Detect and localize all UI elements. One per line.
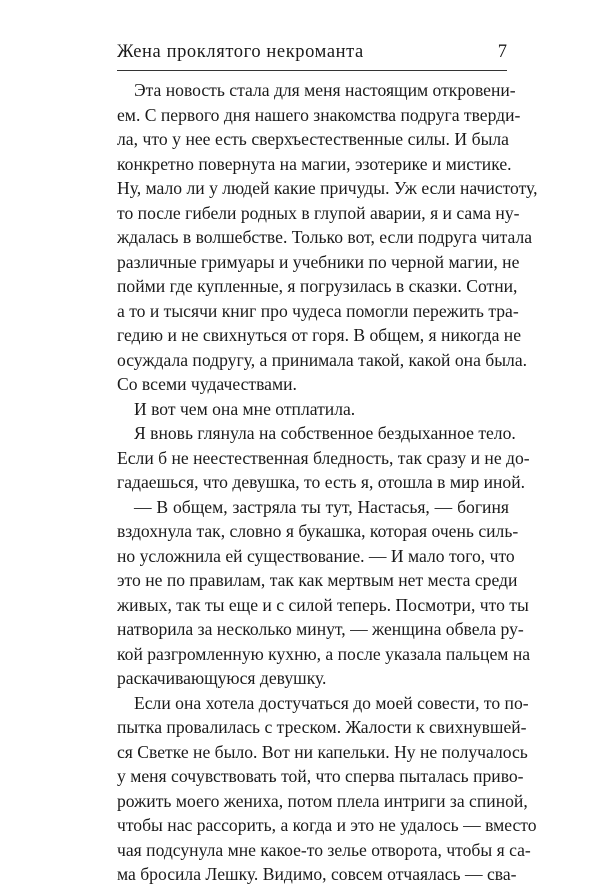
text-line: Эта новость стала для меня настоящим откровени- — [134, 80, 516, 100]
text-line: у меня сочувствовать той, что сперва пыталась приво- — [117, 766, 524, 786]
text-line: гадаешься, что девушка, то есть я, отошла в мир иной. — [117, 472, 526, 492]
text-line: кой разгромленную кухню, а после указала пальцем на — [117, 643, 531, 664]
text-line: гедию и не свихнуться от горя. В общем, я никогда не — [117, 325, 522, 345]
text-line: конкретно повернута на магии, эзотерике и мистике. — [117, 153, 512, 174]
text-line: Если б не неестественная бледность, так сразу и не до- — [117, 447, 530, 468]
book-title: Жена проклятого некроманта — [117, 42, 364, 62]
text-line: Я вновь глянула на собственное бездыханное тело. — [134, 423, 516, 443]
text-line: чая подсунула мне какое-то зелье отворота, чтобы я са- — [117, 839, 531, 860]
text-line: это не по правилам, так как мертвым нет места среди — [117, 570, 518, 590]
text-line: ла, что у нее есть сверхъестественные силы. И была — [117, 129, 509, 149]
text-line: ждалась в волшебстве. Только вот, если подруга читала — [117, 227, 533, 247]
text-line: Ну, мало ли у людей какие причуды. Уж если начистоту, — [117, 178, 538, 198]
text-line: натворила за несколько минут, — женщина обвела ру- — [117, 619, 524, 639]
text-line: ся Светке не было. Вот ни капельки. Ну не получалось — [117, 741, 528, 762]
text-line: раскачивающуюся девушку. — [117, 668, 327, 688]
text-line: И вот чем она мне отплатила. — [134, 398, 356, 419]
text-line: ем. С первого дня нашего знакомства подруга тверди- — [117, 104, 521, 125]
text-line: а то и тысячи книг про чудеса помогли пережить тра- — [117, 300, 519, 321]
text-line: осуждала подругу, а принимала такой, какой она была. — [117, 349, 528, 370]
text-line: Если она хотела достучаться до моей совести, то по- — [134, 692, 529, 713]
text-line: но усложнила ей существование. — И мало того, что — [117, 545, 515, 566]
header-divider — [117, 70, 507, 71]
text-line: живых, так ты еще и с силой теперь. Посмотри, что ты — [117, 594, 529, 615]
text-line: пойми где купленные, я погрузилась в сказки. Сотни, — [117, 276, 518, 296]
body-text — [117, 78, 538, 887]
page-number: 7 — [497, 42, 507, 62]
text-line: различные гримуары и учебники по черной магии, не — [117, 251, 520, 272]
text-line: то после гибели родных в глупой аварии, я и сама ну- — [117, 202, 520, 223]
text-line: Со всеми чудачествами. — [117, 374, 297, 394]
text-line: пытка провалилась с треском. Жалости к свихнувшей- — [117, 717, 527, 737]
text-line: — В общем, застряла ты тут, Настасья, — богиня — [134, 496, 509, 517]
text-line: рожить моего жениха, потом плела интриги за спиной, — [117, 790, 528, 811]
text-line: чтобы нас рассорить, а когда и это не удалось — вместо — [117, 815, 537, 835]
running-head — [117, 42, 507, 66]
text-line: ма бросила Лешку. Видимо, совсем отчаялась — сва- — [117, 864, 517, 884]
text-line: вздохнула так, словно я букашка, которая очень силь- — [117, 521, 519, 541]
